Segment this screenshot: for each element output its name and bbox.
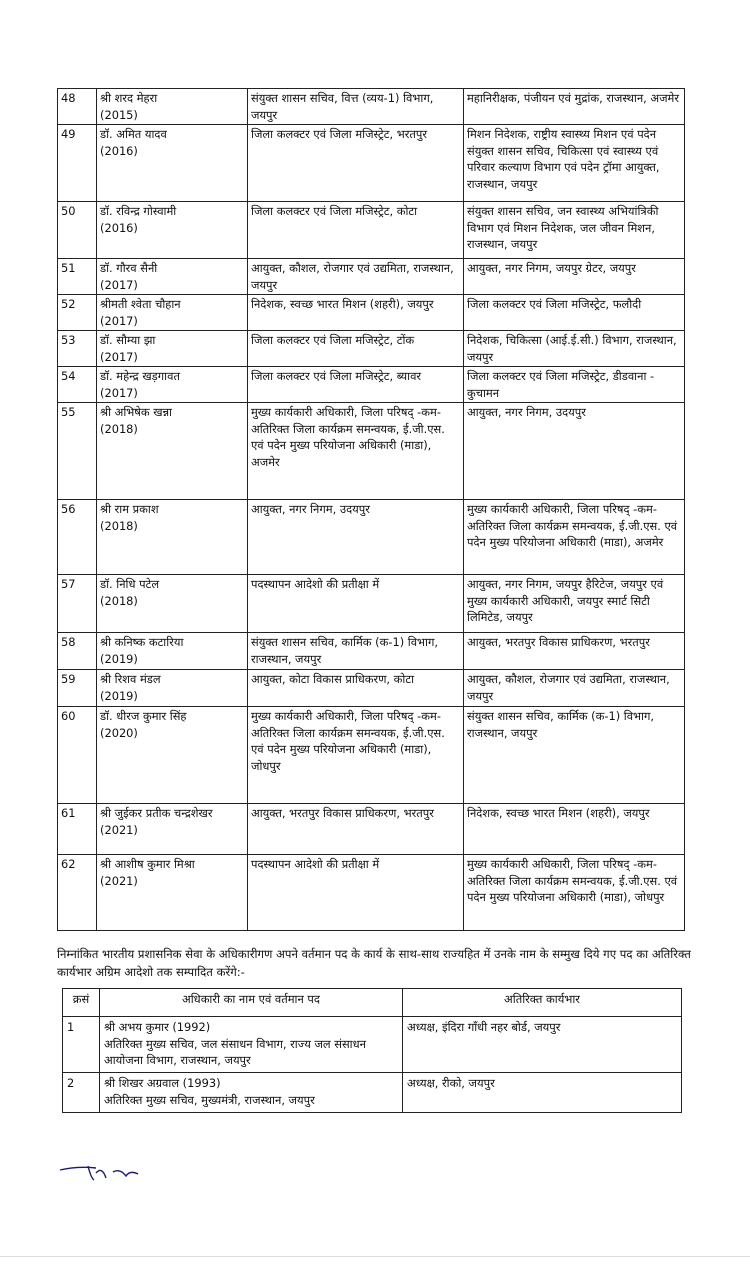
new-post: निदेशक, चिकित्सा (आई.ई.सी.) विभाग, राजस्थान, जयपुर bbox=[464, 331, 685, 367]
officer-details bbox=[100, 1017, 403, 1073]
table-row bbox=[58, 670, 685, 707]
serial-number: 61 bbox=[58, 804, 97, 855]
officer-batch: (2017) bbox=[100, 277, 138, 292]
serial-number: 58 bbox=[58, 633, 97, 670]
current-post: जिला कलक्टर एवं जिला मजिस्ट्रेट, टोंक bbox=[248, 331, 464, 367]
officer-batch: (2019) bbox=[100, 651, 138, 666]
officer-batch: (2017) bbox=[100, 385, 138, 400]
officer-name: श्री शिखर अग्रवाल (1993) bbox=[104, 1076, 221, 1090]
table-row bbox=[58, 403, 685, 500]
current-post: संयुक्त शासन सचिव, वित्त (व्यय-1) विभाग, जयपुर bbox=[248, 89, 464, 125]
officer-name: डॉ. महेन्द्र खड़गावत (2017) bbox=[97, 367, 248, 403]
current-post: जिला कलक्टर एवं जिला मजिस्ट्रेट, कोटा bbox=[248, 202, 464, 259]
serial-number: 55 bbox=[58, 403, 97, 500]
officer-batch: (2016) bbox=[100, 143, 138, 158]
officer-name: श्री जुईकर प्रतीक चन्द्रशेखर (2021) bbox=[97, 804, 248, 855]
table-row bbox=[63, 1073, 682, 1113]
new-post: मिशन निदेशक, राष्ट्रीय स्वास्थ्य मिशन एवं पदेन संयुक्त शासन सचिव, चिकित्सा एवं स्वास्थ्य एवं परिवार कल्याण विभाग एवं पदेन ट्रॉमा आयुक्त, राजस्थान, जयपुर bbox=[464, 125, 685, 202]
page-edge bbox=[0, 1256, 750, 1257]
officer-name: डॉ. रविन्द्र गोस्वामी (2016) bbox=[97, 202, 248, 259]
officer-details bbox=[100, 1073, 403, 1113]
serial-number: 52 bbox=[58, 295, 97, 331]
table-row bbox=[58, 202, 685, 259]
new-post: संयुक्त शासन सचिव, कार्मिक (क-1) विभाग, राजस्थान, जयपुर bbox=[464, 707, 685, 804]
officer-name: डॉ. सौम्या झा (2017) bbox=[97, 331, 248, 367]
new-post: मुख्य कार्यकारी अधिकारी, जिला परिषद् -कम-अतिरिक्त जिला कार्यक्रम समन्वयक, ई.जी.एस. एवं पदेन मुख्य परियोजना अधिकारी (माडा), अजमेर bbox=[464, 500, 685, 575]
postings-table bbox=[57, 88, 685, 931]
table-row bbox=[58, 331, 685, 367]
table-row bbox=[58, 707, 685, 804]
officer-batch: (2018) bbox=[100, 593, 138, 608]
serial-number: 62 bbox=[58, 855, 97, 931]
serial-number: 51 bbox=[58, 259, 97, 295]
new-post: जिला कलक्टर एवं जिला मजिस्ट्रेट, डीडवाना - कुचामन bbox=[464, 367, 685, 403]
current-post: जिला कलक्टर एवं जिला मजिस्ट्रेट, ब्यावर bbox=[248, 367, 464, 403]
additional-charge-table bbox=[62, 988, 682, 1113]
officer-name: डॉ. गौरव सैनी (2017) bbox=[97, 259, 248, 295]
serial-number: 2 bbox=[63, 1073, 100, 1113]
additional-charge: अध्यक्ष, इंदिरा गाँधी नहर बोर्ड, जयपुर bbox=[403, 1017, 682, 1073]
officer-post: अतिरिक्त मुख्य सचिव, जल संसाधन विभाग, राज्य जल संसाधन आयोजना विभाग, राजस्थान, जयपुर bbox=[104, 1036, 366, 1068]
signature-mark bbox=[58, 1158, 148, 1188]
officer-post: अतिरिक्त मुख्य सचिव, मुख्यमंत्री, राजस्थान, जयपुर bbox=[104, 1092, 315, 1107]
new-post: आयुक्त, नगर निगम, जयपुर ग्रेटर, जयपुर bbox=[464, 259, 685, 295]
officer-batch: (2015) bbox=[100, 107, 138, 122]
serial-number: 56 bbox=[58, 500, 97, 575]
current-post: आयुक्त, भरतपुर विकास प्राधिकरण, भरतपुर bbox=[248, 804, 464, 855]
officer-name: डॉ. धीरज कुमार सिंह (2020) bbox=[97, 707, 248, 804]
officer-name: श्री आशीष कुमार मिश्रा (2021) bbox=[97, 855, 248, 931]
current-post: संयुक्त शासन सचिव, कार्मिक (क-1) विभाग, राजस्थान, जयपुर bbox=[248, 633, 464, 670]
header-serial: क्रसं bbox=[63, 989, 100, 1017]
new-post: आयुक्त, नगर निगम, जयपुर हैरिटेज, जयपुर एवं मुख्य कार्यकारी अधिकारी, जयपुर स्मार्ट सिटी लिमिटेड, जयपुर bbox=[464, 575, 685, 633]
current-post: मुख्य कार्यकारी अधिकारी, जिला परिषद् -कम-अतिरिक्त जिला कार्यक्रम समन्वयक, ई.जी.एस. एवं पदेन मुख्य परियोजना अधिकारी (माडा), अजमेर bbox=[248, 403, 464, 500]
officer-name: श्रीमती श्वेता चौहान (2017) bbox=[97, 295, 248, 331]
serial-number: 53 bbox=[58, 331, 97, 367]
officer-batch: (2021) bbox=[100, 822, 138, 837]
table-row bbox=[58, 125, 685, 202]
officer-name: श्री रिशव मंडल (2019) bbox=[97, 670, 248, 707]
officer-name: डॉ. निधि पटेल (2018) bbox=[97, 575, 248, 633]
additional-charge-note: निम्नांकित भारतीय प्रशासनिक सेवा के अधिकारीगण अपने वर्तमान पद के कार्य के साथ-साथ राज्यहित में उनके नाम के सम्मुख दिये गए पद का अतिरिक्त कार्यभार अग्रिम आदेशो तक सम्पादित करेंगे:- bbox=[57, 947, 691, 979]
table-row bbox=[63, 1017, 682, 1073]
new-post: मुख्य कार्यकारी अधिकारी, जिला परिषद् -कम-अतिरिक्त जिला कार्यक्रम समन्वयक, ई.जी.एस. एवं पदेन मुख्य परियोजना अधिकारी (माडा), जोधपुर bbox=[464, 855, 685, 931]
officer-batch: (2018) bbox=[100, 421, 138, 436]
officer-batch: (2017) bbox=[100, 313, 138, 328]
officer-batch: (2017) bbox=[100, 349, 138, 364]
additional-charge: अध्यक्ष, रीको, जयपुर bbox=[403, 1073, 682, 1113]
table-row bbox=[58, 259, 685, 295]
new-post: निदेशक, स्वच्छ भारत मिशन (शहरी), जयपुर bbox=[464, 804, 685, 855]
table-row bbox=[58, 855, 685, 931]
current-post: आयुक्त, कौशल, रोजगार एवं उद्यमिता, राजस्थान, जयपुर bbox=[248, 259, 464, 295]
table-row bbox=[58, 367, 685, 403]
officer-name: श्री अभिषेक खन्ना (2018) bbox=[97, 403, 248, 500]
header-charge: अतिरिक्त कार्यभार bbox=[403, 989, 682, 1017]
current-post: निदेशक, स्वच्छ भारत मिशन (शहरी), जयपुर bbox=[248, 295, 464, 331]
serial-number: 54 bbox=[58, 367, 97, 403]
new-post: महानिरीक्षक, पंजीयन एवं मुद्रांक, राजस्थान, अजमेर bbox=[464, 89, 685, 125]
table-row bbox=[58, 500, 685, 575]
serial-number: 49 bbox=[58, 125, 97, 202]
officer-batch: (2018) bbox=[100, 518, 138, 533]
officer-name: श्री राम प्रकाश (2018) bbox=[97, 500, 248, 575]
new-post: आयुक्त, कौशल, रोजगार एवं उद्यमिता, राजस्थान, जयपुर bbox=[464, 670, 685, 707]
officer-name: श्री शरद मेहरा (2015) bbox=[97, 89, 248, 125]
new-post: जिला कलक्टर एवं जिला मजिस्ट्रेट, फलौदी bbox=[464, 295, 685, 331]
table-row bbox=[58, 804, 685, 855]
serial-number: 1 bbox=[63, 1017, 100, 1073]
header-officer: अधिकारी का नाम एवं वर्तमान पद bbox=[100, 989, 403, 1017]
current-post: मुख्य कार्यकारी अधिकारी, जिला परिषद् -कम-अतिरिक्त जिला कार्यक्रम समन्वयक, ई.जी.एस. एवं पदेन मुख्य परियोजना अधिकारी (माडा), जोधपुर bbox=[248, 707, 464, 804]
officer-batch: (2021) bbox=[100, 873, 138, 888]
new-post: आयुक्त, नगर निगम, उदयपुर bbox=[464, 403, 685, 500]
officer-name: डॉ. अमित यादव (2016) bbox=[97, 125, 248, 202]
current-post: आयुक्त, नगर निगम, उदयपुर bbox=[248, 500, 464, 575]
serial-number: 57 bbox=[58, 575, 97, 633]
table-row bbox=[58, 575, 685, 633]
table-row bbox=[58, 89, 685, 125]
officer-name: श्री कनिष्क कटारिया (2019) bbox=[97, 633, 248, 670]
table-header-row bbox=[63, 989, 682, 1017]
current-post: पदस्थापन आदेशो की प्रतीक्षा में bbox=[248, 855, 464, 931]
officer-name: श्री अभय कुमार (1992) bbox=[104, 1020, 211, 1034]
serial-number: 60 bbox=[58, 707, 97, 804]
serial-number: 48 bbox=[58, 89, 97, 125]
table-row bbox=[58, 295, 685, 331]
new-post: आयुक्त, भरतपुर विकास प्राधिकरण, भरतपुर bbox=[464, 633, 685, 670]
new-post: संयुक्त शासन सचिव, जन स्वास्थ्य अभियांत्रिकी विभाग एवं मिशन निदेशक, जल जीवन मिशन, राजस्थान, जयपुर bbox=[464, 202, 685, 259]
serial-number: 50 bbox=[58, 202, 97, 259]
current-post: पदस्थापन आदेशो की प्रतीक्षा में bbox=[248, 575, 464, 633]
officer-batch: (2020) bbox=[100, 725, 138, 740]
table-row bbox=[58, 633, 685, 670]
officer-batch: (2016) bbox=[100, 220, 138, 235]
current-post: आयुक्त, कोटा विकास प्राधिकरण, कोटा bbox=[248, 670, 464, 707]
current-post: जिला कलक्टर एवं जिला मजिस्ट्रेट, भरतपुर bbox=[248, 125, 464, 202]
officer-batch: (2019) bbox=[100, 688, 138, 703]
serial-number: 59 bbox=[58, 670, 97, 707]
